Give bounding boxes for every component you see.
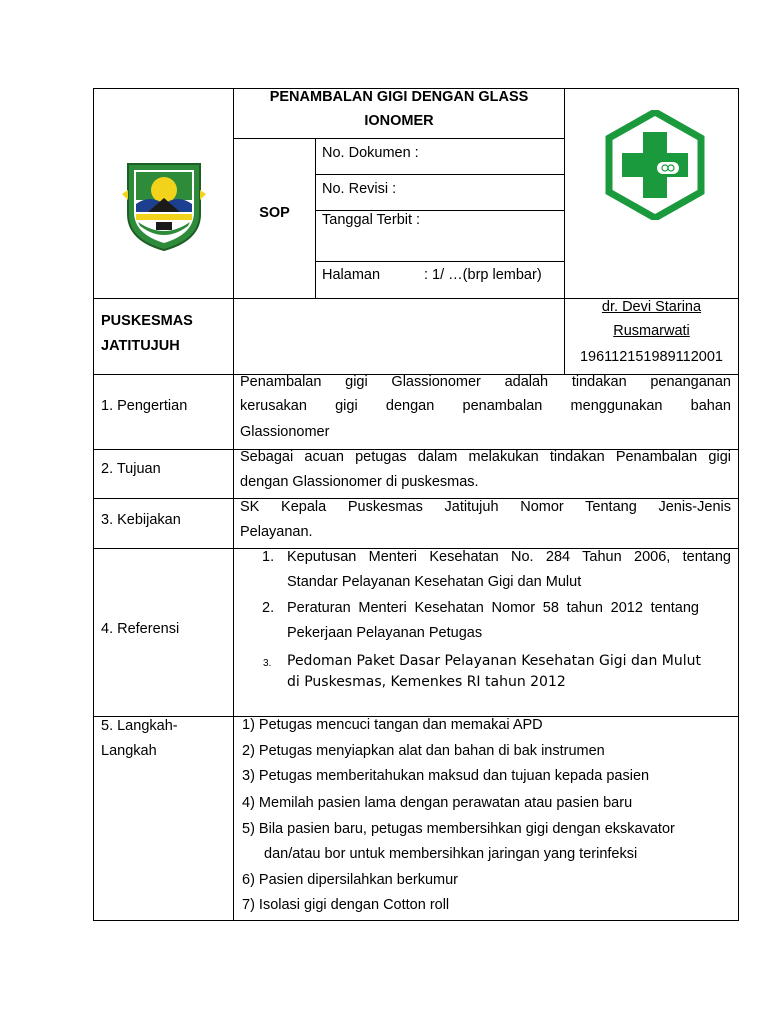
pengertian-text-line2: kerusakan gigi dengan penambalan menggunakan bahan [240,398,731,414]
langkah-step-7: 7) Isolasi gigi dengan Cotton roll [242,897,450,913]
no-revisi-label: No. Revisi : [322,181,397,197]
tujuan-text-line1: Sebagai acuan petugas dalam melakukan tindakan Penambalan gigi [240,449,731,465]
referensi-item-2-line1: Peraturan Menteri Kesehatan Nomor 58 tahun 2012 tentang [287,600,699,616]
langkah-step-4: 4) Memilah pasien lama dengan perawatan atau pasien baru [242,795,633,811]
no-dokumen-label: No. Dokumen : [322,145,419,161]
document-title-line1: PENAMBALAN GIGI DENGAN GLASS [269,89,529,105]
referensi-item-3-line1: Pedoman Paket Dasar Pelayanan Kesehatan Gigi dan Mulut [287,653,702,669]
doc-row-divider-3 [315,261,564,262]
title-divider [233,138,564,139]
puskesmas-name-line2: JATITUJUH [101,338,180,354]
col-divider-sop [315,138,316,298]
table-border-left [93,88,94,921]
tanggal-terbit-label: Tanggal Terbit : [322,212,421,228]
signer-name-line1: dr. Devi Starina [601,299,702,315]
kebijakan-text-line1: SK Kepala Puskesmas Jatitujuh Nomor Tentang Jenis-Jenis [240,499,731,515]
referensi-item-3-num: 3. [263,658,272,669]
langkah-step-6: 6) Pasien dipersilahkan berkumur [242,872,458,888]
langkah-step-3: 3) Petugas memberitahukan maksud dan tujuan kepada pasien [242,768,650,784]
referensi-item-2-line2: Pekerjaan Pelayanan Petugas [287,625,483,641]
langkah-label-line1: 5. Langkah- [101,718,178,734]
langkah-step-1: 1) Petugas mencuci tangan dan memakai APD [242,717,543,733]
referensi-item-3-line2: di Puskesmas, Kemenkes RI tahun 2012 [287,674,566,690]
pengertian-text-line1: Penambalan gigi Glassionomer adalah tindakan penanganan [240,374,731,390]
signer-nip: 196112151989112001 [579,349,723,365]
sop-label: SOP [259,205,290,221]
signer-name-line2: Rusmarwati [613,323,690,339]
referensi-item-1-line1: Keputusan Menteri Kesehatan No. 284 Tahun 2006, tentang [287,549,731,565]
pengertian-text-line3: Glassionomer [240,424,330,440]
table-border-right [738,88,739,921]
kebijakan-label: 3. Kebijakan [101,512,181,528]
tujuan-text-line2: dengan Glassionomer di puskesmas. [240,474,479,490]
langkah-label-line2: Langkah [101,743,157,759]
halaman-label: Halaman [322,267,381,283]
puskesmas-cross-logo-icon [604,110,706,220]
kebijakan-text-line2: Pelayanan. [240,524,313,540]
puskesmas-name-line1: PUSKESMAS [101,313,193,329]
tujuan-label: 2. Tujuan [101,461,161,477]
regency-emblem-icon [122,160,206,252]
doc-row-divider-1 [315,174,564,175]
referensi-label: 4. Referensi [101,621,180,637]
referensi-item-1-line2: Standar Pelayanan Kesehatan Gigi dan Mulut [287,574,582,590]
langkah-step-2: 2) Petugas menyiapkan alat dan bahan di bak instrumen [242,743,605,759]
langkah-step-5: 5) Bila pasien baru, petugas membersihkan gigi dengan ekskavator [242,821,675,837]
langkah-step-5-cont: dan/atau bor untuk membersihkan jaringan yang terinfeksi [264,846,638,862]
referensi-item-1-num: 1. [262,549,275,565]
table-border-bottom [93,920,739,921]
halaman-value: : 1/ …(brp lembar) [424,267,542,283]
referensi-item-2-num: 2. [262,600,275,616]
document-title-line2: IONOMER [364,113,434,129]
pengertian-label: 1. Pengertian [101,398,188,414]
